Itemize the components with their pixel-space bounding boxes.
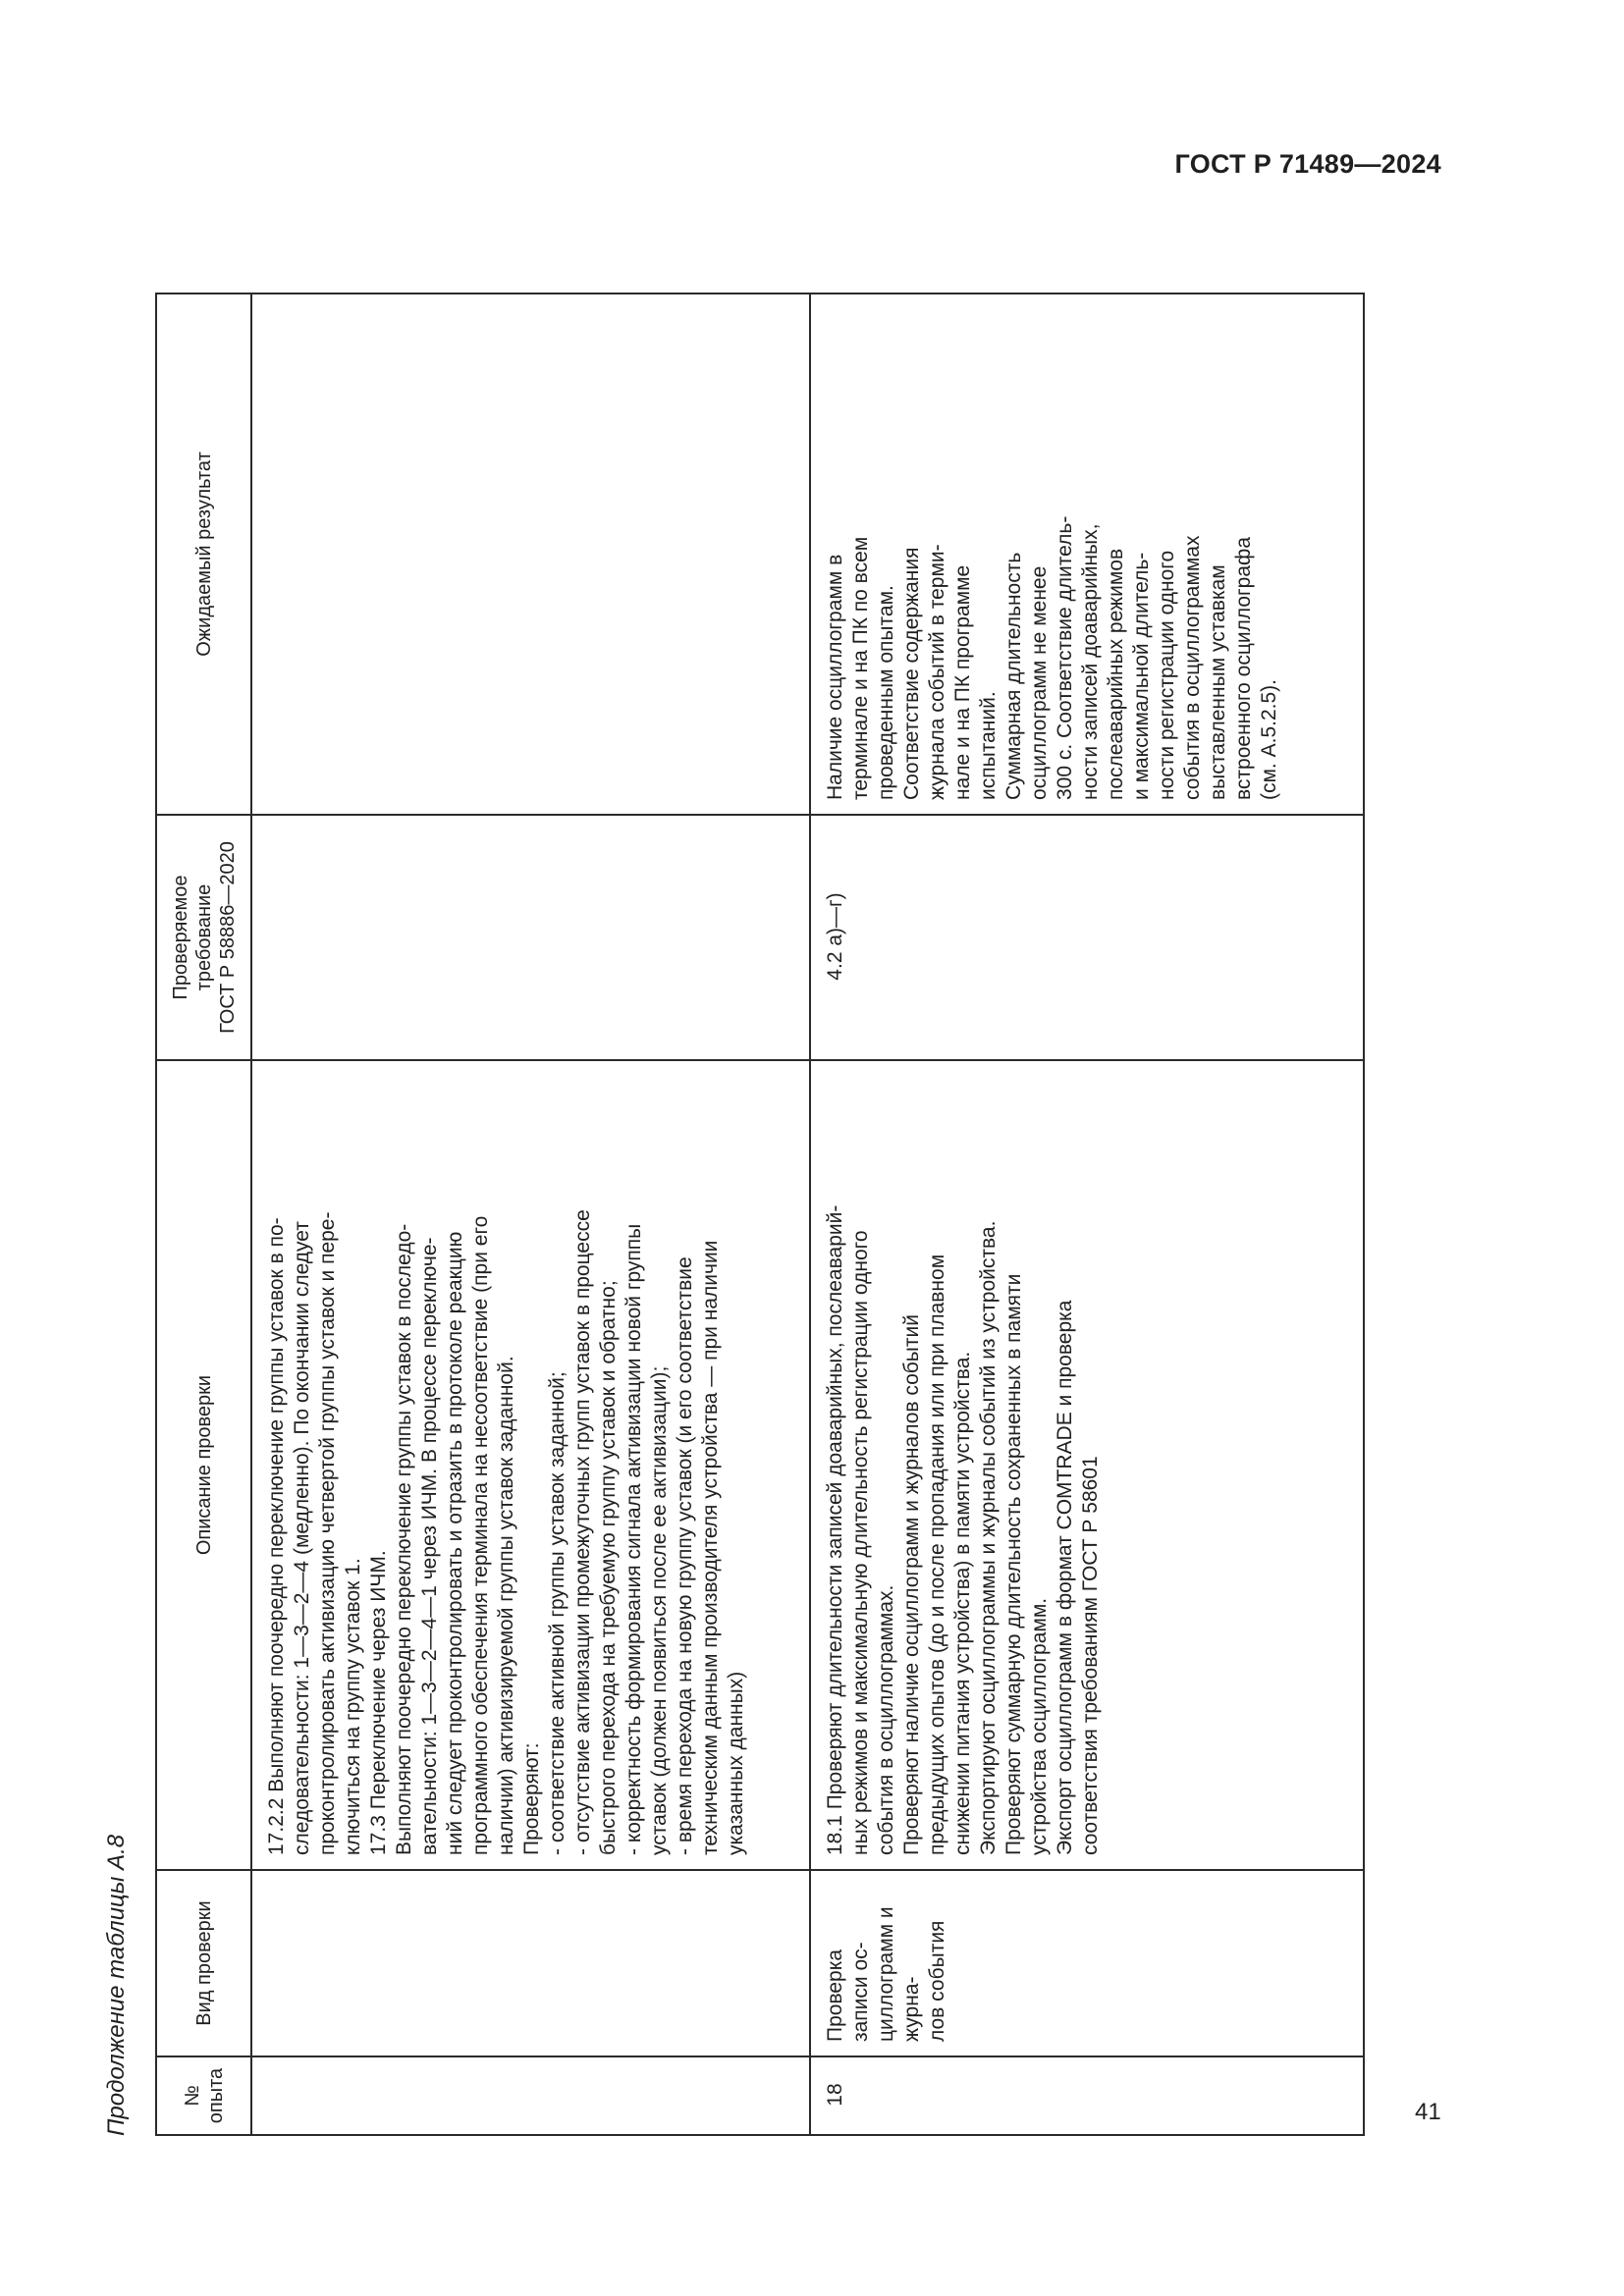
cell-requirement (251, 815, 810, 1060)
page-number: 41 (1415, 2099, 1441, 2125)
cell-requirement: 4.2 а)—г) (810, 815, 1364, 1060)
cell-result: Наличие осциллограмм в терминале и на ПК по всем проведенным опытам. Соответствие содержания журнала событий в терми- нале и на ПК программе испытаний. Суммарная длительность осциллограмм не менее 300 с. Соответствие длитель- ности записей доаварийных, послеаварийных режимов и максимальной длитель- ности регистрации одного события в осциллограммах выставленным уставкам встроенного осциллографа (см. А.5.2.5). (810, 294, 1364, 815)
col-header-description: Описание проверки (156, 1060, 251, 1870)
cell-result (251, 294, 810, 815)
cell-description: 18.1 Проверяют длительности записей доаварийных, послеаварий- ных режимов и максимальную длительность регистрации одного события в осциллограммах. Проверяют наличие осциллограмм и журналов событий предыдущих опытов (до и после пропадания или при плавном снижении питания устройства) в памяти устройства. Экспортируют осциллограммы и журналы событий из устройства. Проверяют суммарную длительность сохраненных в памяти устройства осциллограмм. Экспорт осциллограмм в формат COMTRADE и проверка соответствия требованиям ГОСТ Р 58601 (810, 1060, 1364, 1870)
cell-check-type (251, 1870, 810, 2056)
cell-check-type: Проверка записи ос- циллограмм и журна- лов события (810, 1870, 1364, 2056)
rotated-table-area (103, 294, 1334, 2136)
table-caption: Продолжение таблицы А.8 (103, 1834, 130, 2136)
table-row (810, 294, 1364, 2135)
test-table (155, 293, 1365, 2136)
table-row (251, 294, 810, 2135)
table-header-row (156, 294, 251, 2135)
col-header-number: № опыта (156, 2056, 251, 2135)
cell-description: 17.2.2 Выполняют поочередно переключение группы уставок в по- следовательности: 1—3—2—4 (медленно). По окончании следует проконтролировать активизацию четвертой группы уставок и пере- ключиться на группу уставок 1. 17.3 Переключение через ИЧМ. Выполняют поочередно переключение группы уставок в последо- вательности: 1—3—2—4—1 через ИЧМ. В процессе переключе- ний следует проконтролировать и отразить в протоколе реакцию программного обеспечения терминала на несоответствие (при его наличии) активизируемой группы уставок заданной. Проверяют: - соответствие активной группы уставок заданной; - отсутствие активизации промежуточных групп уставок в процессе быстрого перехода на требуемую группу уставок и обратно; - корректность формирования сигнала активизации новой группы уставок (должен появиться после ее активизации); - время перехода на новую группу уставок (и его соответствие техническим данным производителя устройства — при наличии указанных данных) (251, 1060, 810, 1870)
col-header-result: Ожидаемый результат (156, 294, 251, 815)
col-header-requirement: Проверяемое требование ГОСТ Р 58886—2020 (156, 815, 251, 1060)
cell-number (251, 2056, 810, 2135)
cell-number: 18 (810, 2056, 1364, 2135)
col-header-check-type: Вид проверки (156, 1870, 251, 2056)
standard-designation: ГОСТ Р 71489—2024 (1174, 149, 1441, 179)
